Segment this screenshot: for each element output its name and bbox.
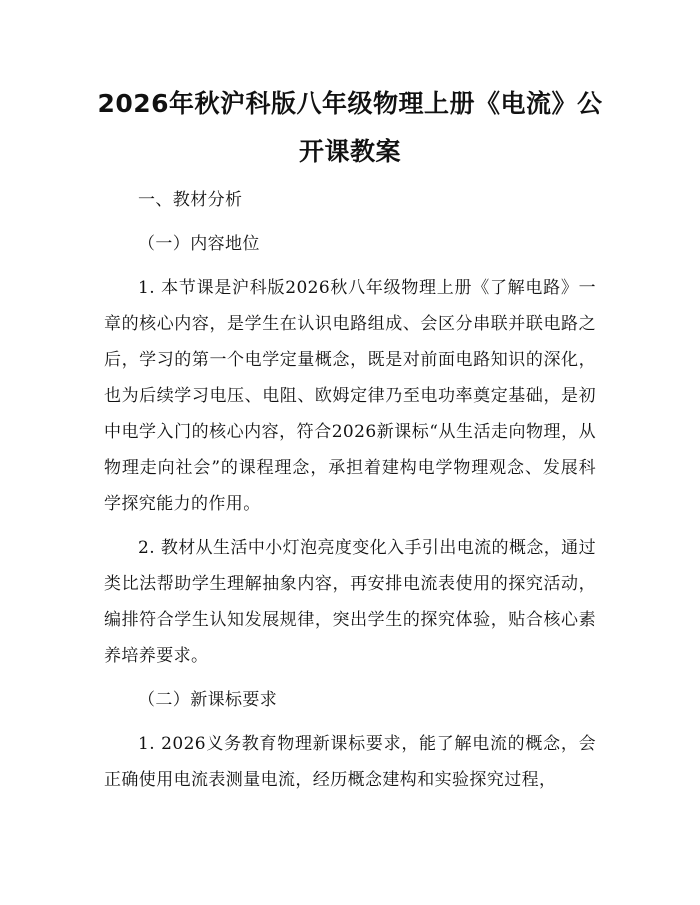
paragraph-3: 1. 2026义务教育物理新课标要求，能了解电流的概念，会正确使用电流表测量电流，经历概念建构和实验探究过程， xyxy=(104,734,596,790)
section-heading-textbook-analysis: 一、教材分析 xyxy=(138,190,243,210)
subsection-heading-curriculum-requirements: （二）新课标要求 xyxy=(138,690,278,710)
paragraph-2: 2. 教材从生活中小灯泡亮度变化入手引出电流的概念，通过类比法帮助学生理解抽象内容，再安排电流表使用的探究活动，编排符合学生认知发展规律，突出学生的探究体验，贴合核心素养培养要求。 xyxy=(104,538,596,666)
document-title xyxy=(84,80,616,176)
subsection-heading-content-position: （一）内容地位 xyxy=(138,234,260,254)
title-line-2: 开课教案 xyxy=(298,137,401,166)
paragraph-1: 1. 本节课是沪科版2026秋八年级物理上册《了解电路》一章的核心内容，是学生在认识电路组成、会区分串联并联电路之后，学习的第一个电学定量概念，既是对前面电路知识的深化，也为后续学习电压、电阻、欧姆定律乃至电功率奠定基础，是初中电学入门的核心内容，符合2026新课标“从生活走向物理，从物理走向社会”的课程理念，承担着建构电学物理观念、发展科学探究能力的作用。 xyxy=(104,278,596,514)
title-line-1: 2026年秋沪科版八年级物理上册《电流》公 xyxy=(97,89,603,118)
document-body xyxy=(104,182,596,806)
